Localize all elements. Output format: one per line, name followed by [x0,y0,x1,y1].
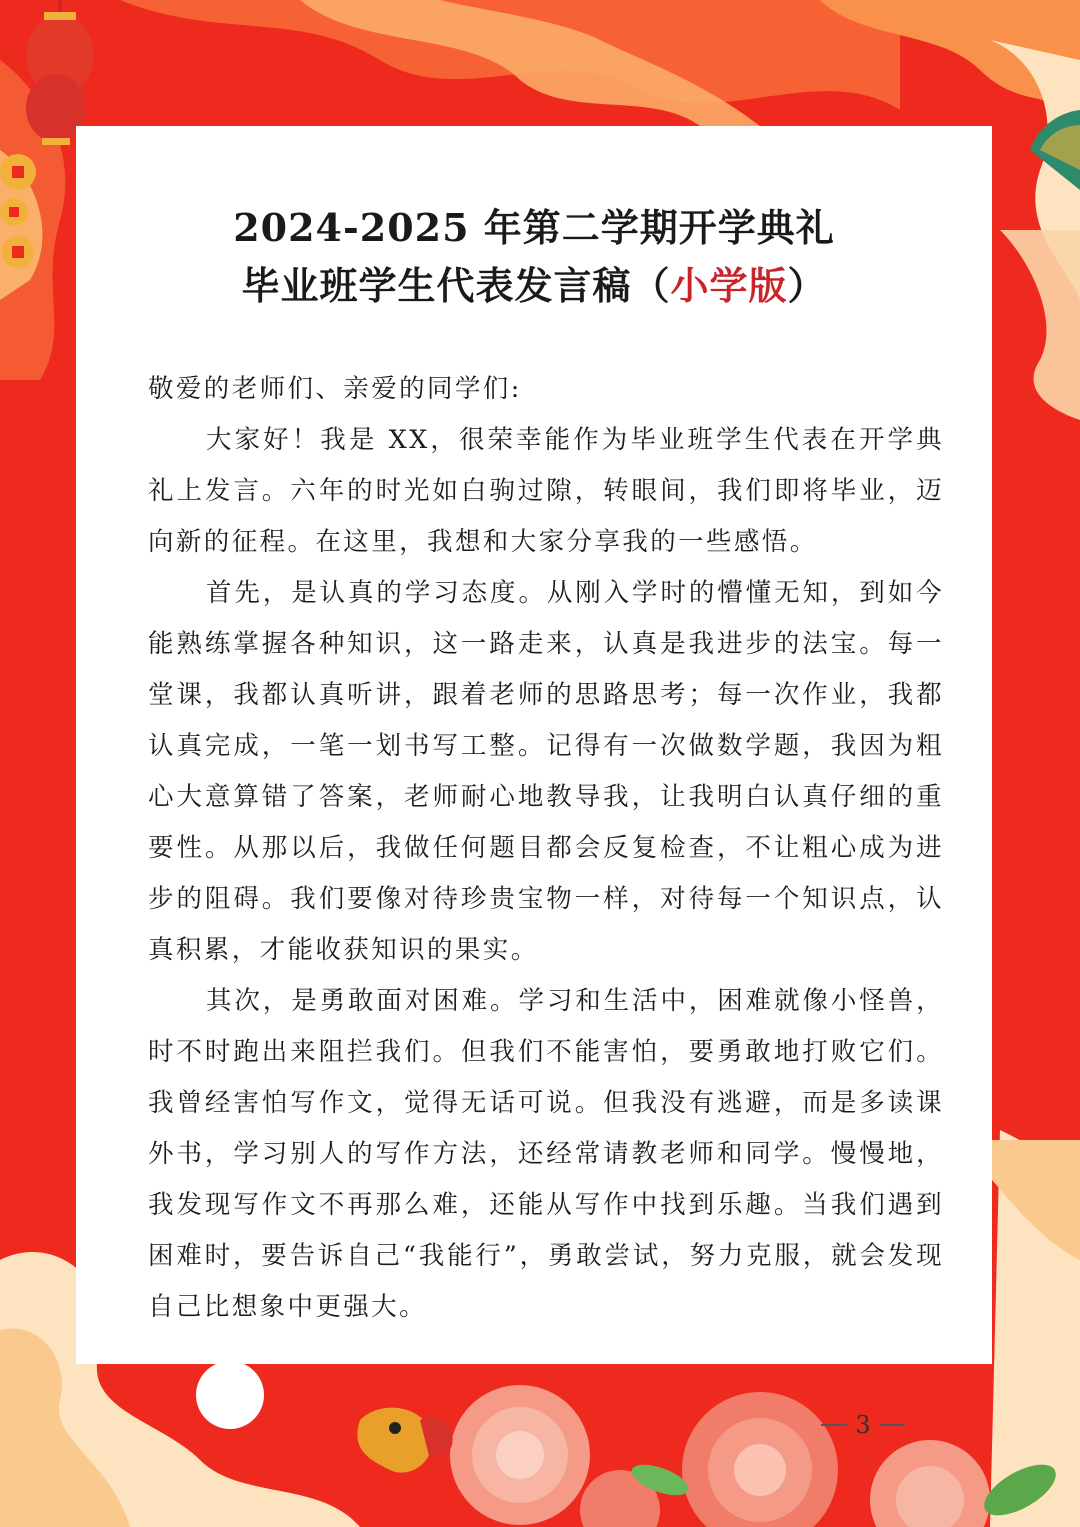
title-main-text: 毕业班学生代表发言稿（ [241,263,671,308]
peony-flower-icon [450,1385,990,1527]
title-close-paren: ） [787,263,827,308]
speech-body [148,415,944,1333]
document-title-line-1: 2024-2025 年第二学期开学典礼 [233,205,835,250]
lantern-icon [26,0,94,145]
paragraph-greeting: 大家好！我是 XX，很荣幸能作为毕业班学生代表在开学典礼上发言。六年的时光如白驹过隙，转眼间，我们即将毕业，迈向新的征程。在这里，我想和大家分享我的一些感悟。 [148,425,944,557]
paragraph-study-attitude: 首先，是认真的学习态度。从刚入学时的懵懂无知，到如今能熟练掌握各种知识，这一路走来，认真是我进步的法宝。每一堂课，我都认真听讲，跟着老师的思路思考；每一次作业，我都认真完成，一笔一划书写工整。记得有一次做数学题，我因为粗心大意算错了答案，老师耐心地教导我，让我明白认真仔细的重要性。从那以后，我做任何题目都会反复检查，不让粗心成为进步的阻碍。我们要像对待珍贵宝物一样，对待每一个知识点，认真积累，才能收获知识的果实。 [148,578,944,965]
page-number [818,1405,908,1445]
white-dot [196,1361,264,1429]
page-number-dash-left [821,1424,847,1426]
page-number-value: 3 [855,1411,871,1439]
document-paper [76,126,992,1364]
paragraph-facing-difficulty: 其次，是勇敢面对困难。学习和生活中，困难就像小怪兽，时不时跑出来阻拦我们。但我们不能害怕，要勇敢地打败它们。我曾经害怕写作文，觉得无话可说。但我没有逃避，而是多读课外书，学习别人的写作方法，还经常请教老师和同学。慢慢地，我发现写作文不再那么难，还能从写作中找到乐趣。当我们遇到困难时，要告诉自己“我能行”，勇敢尝试，努力克服，就会发现自己比想象中更强大。 [148,986,944,1322]
salutation: 敬爱的老师们、亲爱的同学们: [148,374,522,404]
title-edition-label: 小学版 [670,263,788,308]
page-number-dash-right [879,1424,905,1426]
document-title-line-2 [76,264,992,308]
lion-dance-icon [357,1408,452,1473]
